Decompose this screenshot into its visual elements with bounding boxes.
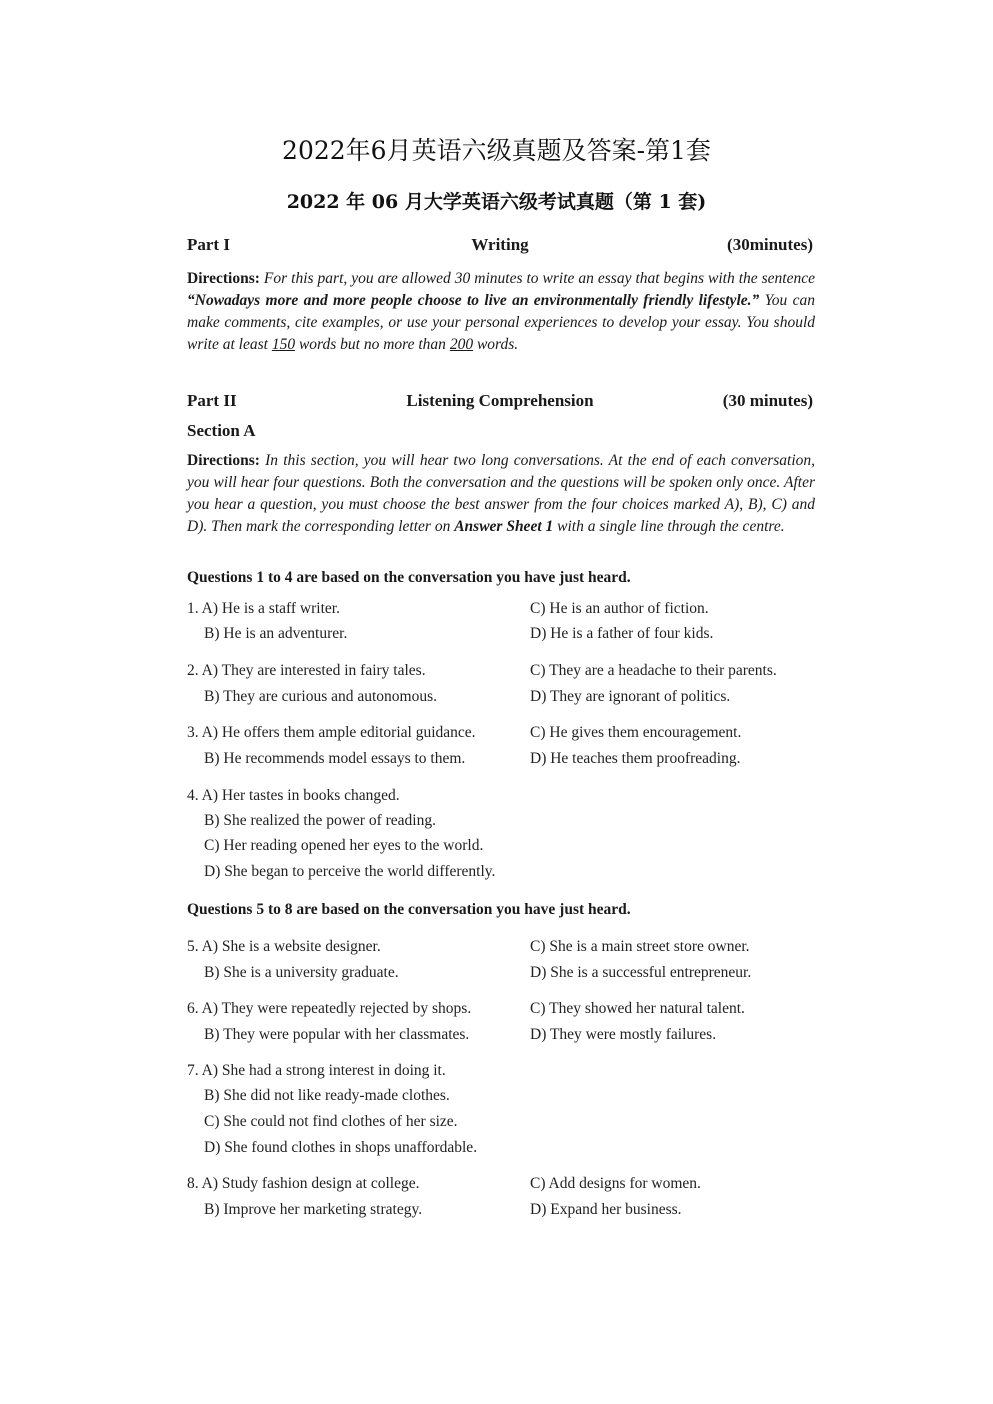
q4-option-c: C) Her reading opened her eyes to the world.: [204, 837, 484, 854]
document-title: 2022年6月英语六级真题及答案-第1套: [282, 136, 711, 165]
q7-option-b: B) She did not like ready-made clothes.: [204, 1087, 450, 1104]
part2-header: [187, 391, 813, 415]
q5-option-b: B) She is a university graduate.: [204, 964, 399, 981]
part1-directions: [187, 268, 815, 356]
q5-option-d: D) She is a successful entrepreneur.: [530, 964, 752, 981]
q6-option-b: B) They were popular with her classmates.: [204, 1026, 470, 1043]
q5-option-a: 5. A) She is a website designer.: [187, 938, 381, 955]
q3-option-c: C) He gives them encouragement.: [530, 724, 742, 741]
q3-option-b: B) He recommends model essays to them.: [204, 750, 466, 767]
q2-option-c: C) They are a headache to their parents.: [530, 662, 777, 679]
q6-option-a: 6. A) They were repeatedly rejected by shops.: [187, 1000, 472, 1017]
min-words: 150: [271, 336, 296, 353]
question-group-heading: Questions 1 to 4 are based on the conversation you have just heard.: [187, 569, 631, 586]
part1-label: Part I: [187, 235, 230, 254]
part2-label: Part II: [187, 391, 237, 410]
q7-option-a: 7. A) She had a strong interest in doing it.: [187, 1062, 446, 1079]
q4-option-d: D) She began to perceive the world differently.: [204, 863, 496, 880]
directions-text: with a single line through the centre.: [553, 518, 785, 535]
q2-option-a: 2. A) They are interested in fairy tales.: [187, 662, 426, 679]
q4-option-a: 4. A) Her tastes in books changed.: [187, 787, 400, 804]
part2-directions: [187, 450, 815, 538]
q3-option-a: 3. A) He offers them ample editorial guidance.: [187, 724, 476, 741]
section-a-label: Section A: [187, 421, 256, 440]
q1-option-d: D) He is a father of four kids.: [530, 625, 714, 642]
answer-sheet-ref: Answer Sheet 1: [454, 518, 554, 535]
q1-option-a: 1. A) He is a staff writer.: [187, 600, 340, 617]
part1-time: (30minutes): [727, 235, 813, 254]
q6-option-c: C) They showed her natural talent.: [530, 1000, 745, 1017]
directions-label: Directions:: [187, 270, 260, 287]
directions-text: In this section, you will hear two long conversations. At the end of each conversation, you will hear four questions. Both the conversation and the questions will be spoken only once. After you hear a question, you must choose the best answer from the four choices marked A), B), C) and D). Then mark the corresponding letter on: [187, 452, 815, 535]
q3-option-d: D) He teaches them proofreading.: [530, 750, 741, 767]
q5-option-c: C) She is a main street store owner.: [530, 938, 750, 955]
q2-option-d: D) They are ignorant of politics.: [530, 688, 731, 705]
q1-option-c: C) He is an author of fiction.: [530, 600, 709, 617]
q8-option-b: B) Improve her marketing strategy.: [204, 1201, 423, 1218]
directions-text: words.: [473, 336, 519, 353]
q8-option-c: C) Add designs for women.: [530, 1175, 701, 1192]
q7-option-c: C) She could not find clothes of her size.: [204, 1113, 458, 1130]
directions-label: Directions:: [187, 452, 260, 469]
max-words: 200: [449, 336, 474, 353]
directions-text: For this part, you are allowed 30 minutes to write an essay that begins with the sentence: [259, 270, 815, 287]
q1-option-b: B) He is an adventurer.: [204, 625, 348, 642]
exam-subtitle: 2022 年 06 月大学英语六级考试真题（第 1 套): [286, 191, 707, 213]
part2-name: Listening Comprehension: [406, 391, 594, 410]
part1-header: [187, 235, 813, 259]
question-group-heading: Questions 5 to 8 are based on the conversation you have just heard.: [187, 901, 631, 918]
essay-prompt: “Nowadays more and more people choose to live an environmentally friendly lifestyle.”: [187, 292, 760, 309]
q7-option-d: D) She found clothes in shops unaffordable.: [204, 1139, 478, 1156]
q6-option-d: D) They were mostly failures.: [530, 1026, 717, 1043]
directions-text: words but no more than: [295, 336, 450, 353]
directions-text: You can make comments, cite examples, or use your personal experiences to develop your essay. You should write at least: [187, 292, 816, 353]
q4-option-b: B) She realized the power of reading.: [204, 812, 436, 829]
q2-option-b: B) They are curious and autonomous.: [204, 688, 438, 705]
q8-option-d: D) Expand her business.: [530, 1201, 682, 1218]
q8-option-a: 8. A) Study fashion design at college.: [187, 1175, 420, 1192]
part2-time: (30 minutes): [722, 391, 813, 410]
part1-name: Writing: [471, 235, 529, 254]
